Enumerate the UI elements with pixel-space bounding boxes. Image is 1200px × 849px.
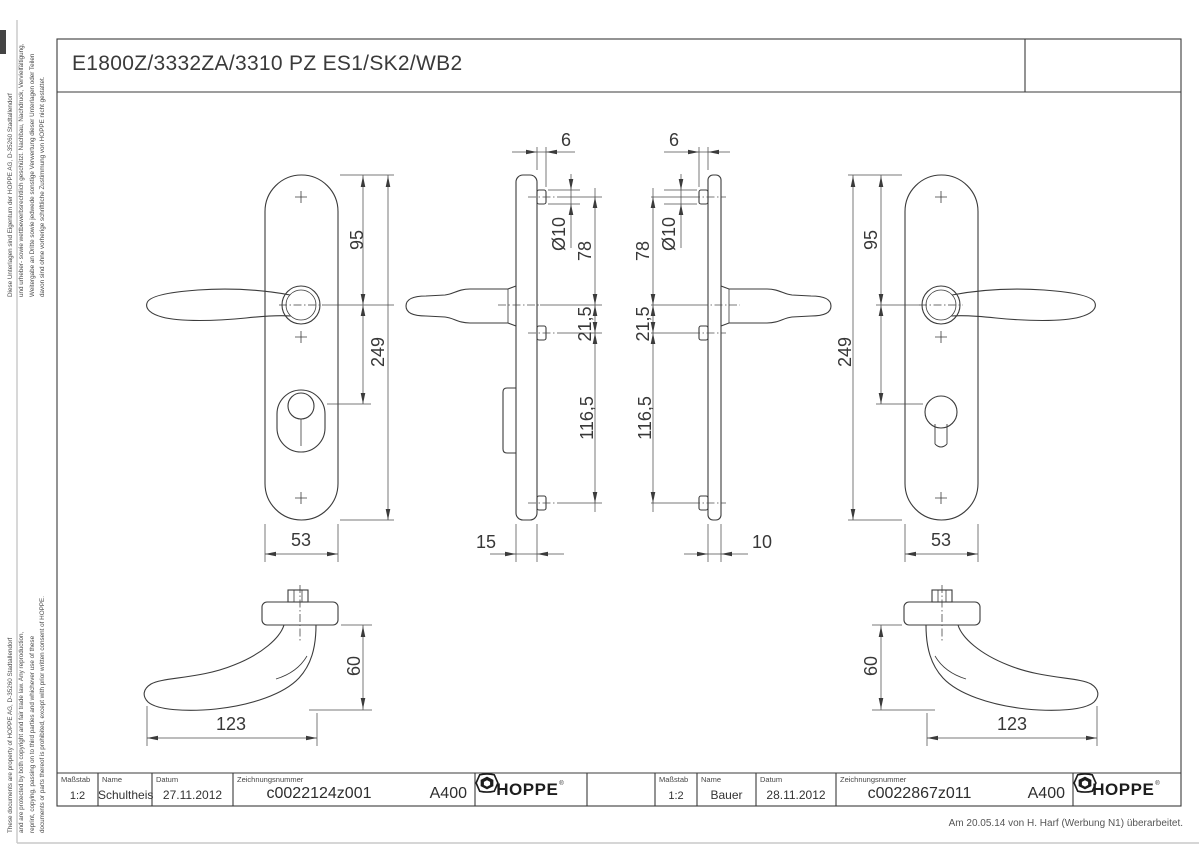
scale-value: 1:2	[69, 790, 86, 802]
hoppe-logo	[1073, 773, 1181, 806]
date-label: Datum	[156, 775, 179, 784]
drawing-number-value: c0022867z011	[867, 785, 972, 802]
handle-right-arrows	[879, 626, 1097, 740]
registered-mark: ®	[559, 780, 564, 787]
dim-label-123-right: 123	[996, 714, 1028, 734]
name-label: Name	[701, 775, 722, 784]
date-value: 28.11.2012	[766, 788, 826, 802]
dim-label-15: 15	[475, 532, 496, 552]
screw-marks	[295, 191, 307, 504]
disclaimer-line: davon sind ohne vorherige schriftliche Zustimmung von HOPPE nicht gestattet.	[39, 76, 47, 297]
date-value: 27.11.2012	[162, 788, 223, 802]
hoppe-symbol-icon	[1073, 773, 1097, 793]
dim-label-78-right: 78	[633, 240, 653, 262]
titleblock-left-date	[152, 773, 233, 806]
titleblock-right-scale	[655, 773, 697, 806]
front-view-right	[905, 175, 1095, 520]
front-view-left	[147, 175, 338, 520]
revision-note: Am 20.05.14 von H. Harf (Werbung N1) überarbeitet.	[948, 818, 1183, 829]
handle-plan-left	[144, 585, 338, 710]
disclaimer-line: Diese Unterlagen sind Eigentum der HOPPE AG, D-35260 Stadtallendorf	[7, 93, 14, 297]
disclaimer-line: Weitergabe an Dritte sowie jedwede sonstige Verwertung dieser Unterlagen oder Teilen	[28, 53, 36, 297]
cylinder-bulge	[503, 388, 516, 453]
dim-label-116-5-left: 116,5	[577, 396, 597, 440]
grip-outline	[926, 625, 1098, 710]
disclaimer-line: und urheber- sowie wettbewerbsrechtlich geschützt. Nachbau, Nachdruck, Vervielfältigung,	[17, 43, 25, 297]
dim-label-60-right: 60	[861, 655, 881, 677]
name-label: Name	[102, 775, 123, 784]
dim-label-95-right: 95	[861, 229, 881, 251]
lever-handle-outline	[951, 289, 1095, 320]
scale-label: Maßstab	[659, 775, 689, 784]
titleblock-right-date	[756, 773, 836, 806]
dim-label-95-left: 95	[347, 229, 367, 251]
disclaimer-line: reprint, copying, passing on to third parties and whichever use of these	[28, 635, 36, 833]
disclaimer-line: and are protected by both copyright and fair trade law. Any reproduction,	[17, 631, 25, 833]
handle-profile	[721, 286, 831, 326]
name-value: Bauer	[710, 788, 743, 802]
titleblock-right-brand	[1073, 773, 1181, 806]
dim-label-249-left: 249	[368, 336, 388, 368]
drawing-number-value: c0022124z001	[266, 785, 372, 802]
disclaimer-german	[6, 44, 49, 297]
handle-plan-right	[904, 585, 1098, 710]
name-value: Schultheis	[98, 788, 154, 802]
hoppe-symbol-icon	[475, 773, 499, 793]
side-view-right	[699, 175, 831, 520]
lever-handle-outline	[147, 289, 291, 320]
dim-label-6-right: 6	[668, 130, 680, 150]
pz-keyhole	[925, 396, 957, 447]
dim-label-60-left: 60	[344, 655, 364, 677]
titleblock-left-number	[233, 773, 475, 806]
front-left-dimensions	[265, 175, 394, 562]
dim-label-53-left: 53	[290, 530, 312, 550]
handle-profile	[406, 286, 516, 326]
titleblock-left-brand	[475, 773, 587, 806]
handle-left-dimensions	[147, 625, 372, 746]
titleblock-right-number	[836, 773, 1073, 806]
date-label: Datum	[760, 775, 783, 784]
drawing-code: A400	[429, 785, 467, 802]
drawing-number-label: Zeichnungsnummer	[840, 775, 907, 784]
dim-label-10: 10	[752, 532, 773, 552]
disclaimer-english	[6, 596, 49, 833]
dim-label-116-5-right: 116,5	[635, 396, 655, 440]
screw-marks	[935, 191, 947, 504]
scale-value: 1:2	[668, 790, 684, 802]
dim-label-78-left: 78	[575, 240, 595, 262]
dim-label-53-right: 53	[930, 530, 952, 550]
dim-label-dia10-left: Ø10	[549, 216, 569, 252]
sheet-frame	[57, 39, 1181, 806]
drawing-title: E1800Z/3332ZA/3310 PZ ES1/SK2/WB2	[72, 52, 463, 75]
registered-mark: ®	[1155, 780, 1160, 787]
dim-label-21-5-left: 21,5	[575, 306, 595, 342]
drawing-code: A400	[1027, 785, 1065, 802]
side-view-left	[406, 175, 546, 520]
scale-label: Maßstab	[61, 775, 91, 784]
disclaimer-line: These documents are property of HOPPE AG, D-35260 Stadtallendorf	[7, 637, 14, 833]
handle-left-arrows	[147, 626, 365, 740]
disclaimer-line: documents or parts thereof is prohibited, except with prior written consent of HOPPE.	[39, 596, 47, 833]
spindle	[288, 590, 308, 602]
titleblock-right-name	[697, 773, 756, 806]
dim-label-123-left: 123	[215, 714, 247, 734]
dim-label-249-right: 249	[835, 336, 855, 368]
side-left-arrows	[505, 150, 597, 557]
titleblock-left-name	[98, 773, 152, 806]
cylinder-protection-hole	[277, 390, 325, 452]
hoppe-wordmark: HOPPE	[496, 779, 559, 799]
dim-label-21-5-right: 21,5	[633, 306, 653, 342]
side-right-arrows	[651, 150, 732, 557]
grip-outline	[144, 625, 316, 710]
dim-label-dia10-right: Ø10	[659, 216, 679, 252]
titleblock-left-scale	[57, 773, 98, 806]
drawing-number-label: Zeichnungsnummer	[237, 775, 304, 784]
handle-right-dimensions	[872, 625, 1097, 746]
dim-label-6-left: 6	[560, 130, 572, 150]
hoppe-wordmark: HOPPE	[1092, 779, 1155, 799]
hoppe-logo	[475, 773, 587, 806]
